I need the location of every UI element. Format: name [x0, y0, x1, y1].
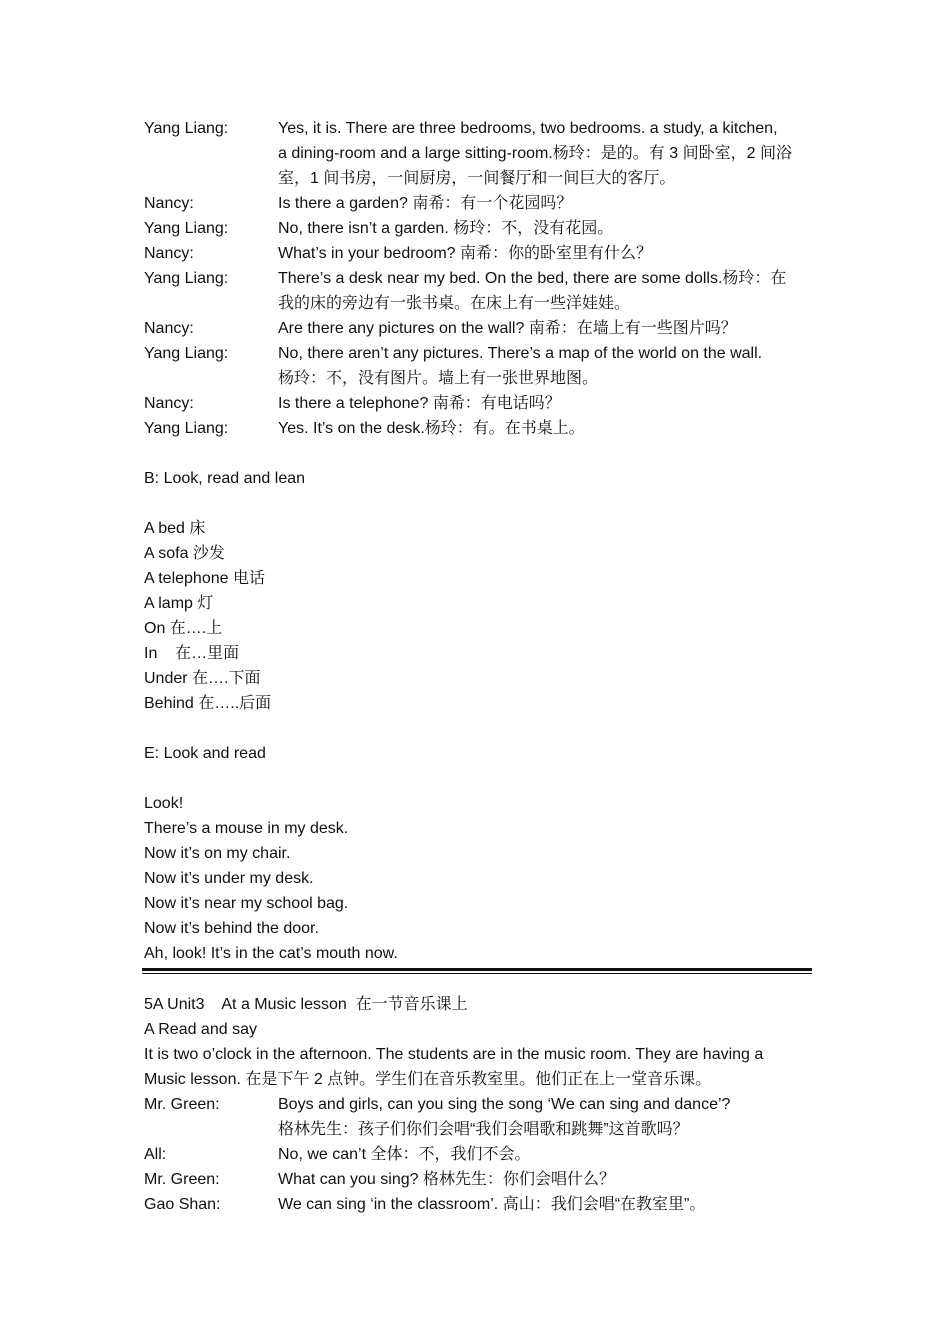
- vocab-item: Under 在….下面: [144, 670, 261, 687]
- dialogue-turn: [144, 416, 810, 441]
- speech-line: No, we can’t 全体：不，我们不会。: [278, 1146, 531, 1163]
- speech-line: 室，1 间书房，一间厨房，一间餐厅和一间巨大的客厅。: [278, 170, 676, 187]
- speaker-name: All:: [144, 1146, 167, 1163]
- speech-line: No, there isn’t a garden. 杨玲：不，没有花园。: [278, 220, 614, 237]
- document-content: [144, 116, 810, 1217]
- unit3-section: [144, 992, 810, 1217]
- speech: [278, 391, 810, 416]
- speaker-name: Nancy:: [144, 195, 194, 212]
- speech: [278, 1192, 810, 1217]
- speech-line: Are there any pictures on the wall? 南希：在墙上有一些图片吗？: [278, 320, 737, 337]
- speech-line: Is there a telephone? 南希：有电话吗？: [278, 395, 561, 412]
- reading-line: Ah, look! It’s in the cat’s mouth now.: [144, 945, 398, 962]
- vocab-item: A bed 床: [144, 520, 206, 537]
- spacer: [144, 441, 810, 466]
- vocab-item: In 在…里面: [144, 645, 240, 662]
- dialogue-turn: [144, 1142, 810, 1167]
- dialogue-turn: [144, 116, 810, 191]
- dialogue-turn: [144, 316, 810, 341]
- spacer: [144, 491, 810, 516]
- speaker-name: Yang Liang:: [144, 220, 229, 237]
- reading-line: There’s a mouse in my desk.: [144, 820, 349, 837]
- dialogue-turn: [144, 241, 810, 266]
- speech-line: What can you sing? 格林先生：你们会唱什么？: [278, 1171, 615, 1188]
- reading-line: Look!: [144, 795, 184, 812]
- section-e: [144, 741, 810, 966]
- speaker-name: Mr. Green:: [144, 1096, 220, 1113]
- dialogue-turn: [144, 216, 810, 241]
- speaker-name: Nancy:: [144, 245, 194, 262]
- speech: [278, 416, 810, 441]
- speech-line: Boys and girls, can you sing the song ‘We can sing and dance’?: [278, 1096, 731, 1113]
- speech: [278, 241, 810, 266]
- speaker-name: Yang Liang:: [144, 345, 229, 362]
- speaker-name: Nancy:: [144, 395, 194, 412]
- intro-line: Music lesson. 在是下午 2 点钟。学生们在音乐教室里。他们正在上一堂音乐课。: [144, 1071, 712, 1088]
- speech: [278, 1167, 810, 1192]
- speech: [278, 1092, 810, 1142]
- speech: [278, 341, 810, 391]
- reading-line: Now it’s under my desk.: [144, 870, 314, 887]
- dialogue-turn: [144, 266, 810, 316]
- speech-line: Yes. It’s on the desk.杨玲：有。在书桌上。: [278, 420, 585, 437]
- reading-line: Now it’s behind the door.: [144, 920, 319, 937]
- speech: [278, 266, 810, 316]
- speaker-name: Gao Shan:: [144, 1196, 221, 1213]
- vocab-item: A lamp 灯: [144, 595, 214, 612]
- speaker-name: Yang Liang:: [144, 120, 229, 137]
- speech: [278, 316, 810, 341]
- speaker-name: Mr. Green:: [144, 1171, 220, 1188]
- speech-line: There’s a desk near my bed. On the bed, there are some dolls.杨玲：在: [278, 270, 787, 287]
- speech: [278, 191, 810, 216]
- dialogue-turn: [144, 1092, 810, 1142]
- vocab-item: Behind 在…..后面: [144, 695, 272, 712]
- vocab-item: On 在….上: [144, 620, 223, 637]
- vocab-item: A sofa 沙发: [144, 545, 225, 562]
- section-b: [144, 466, 810, 716]
- speaker-name: Yang Liang:: [144, 420, 229, 437]
- speech: [278, 116, 810, 191]
- vocab-item: A telephone 电话: [144, 570, 265, 587]
- unit-title: 5A Unit3 At a Music lesson 在一节音乐课上: [144, 996, 468, 1013]
- spacer: [144, 716, 810, 741]
- speaker-name: Yang Liang:: [144, 270, 229, 287]
- dialogue-turn: [144, 341, 810, 391]
- speech: [278, 216, 810, 241]
- speech-line: What’s in your bedroom? 南希：你的卧室里有什么？: [278, 245, 653, 262]
- dialogue-turn: [144, 1192, 810, 1217]
- speech-line: No, there aren’t any pictures. There’s a map of the world on the wall.: [278, 345, 763, 362]
- section-heading: B: Look, read and lean: [144, 470, 306, 487]
- intro-line: It is two o’clock in the afternoon. The students are in the music room. They are having a: [144, 1046, 764, 1063]
- speech-line: 格林先生：孩子们你们会唱“我们会唱歌和跳舞”这首歌吗？: [278, 1121, 689, 1138]
- dialogue-turn: [144, 191, 810, 216]
- speech-line: Yes, it is. There are three bedrooms, two bedrooms. a study, a kitchen,: [278, 120, 778, 137]
- dialogue-turn: [144, 391, 810, 416]
- speech-line: 我的床的旁边有一张书桌。在床上有一些洋娃娃。: [278, 295, 631, 312]
- section-heading: E: Look and read: [144, 745, 266, 762]
- speech-line: Is there a garden? 南希：有一个花园吗？: [278, 195, 573, 212]
- spacer: [144, 766, 810, 791]
- speech: [278, 1142, 810, 1167]
- section-divider: [142, 968, 812, 974]
- speech-line: a dining-room and a large sitting-room.杨玲：是的。有 3 间卧室，2 间浴: [278, 145, 792, 162]
- reading-line: Now it’s on my chair.: [144, 845, 291, 862]
- speech-line: 杨玲：不，没有图片。墙上有一张世界地图。: [278, 370, 599, 387]
- speaker-name: Nancy:: [144, 320, 194, 337]
- dialogue-house: [144, 116, 810, 441]
- dialogue-turn: [144, 1167, 810, 1192]
- reading-line: Now it’s near my school bag.: [144, 895, 349, 912]
- section-heading: A Read and say: [144, 1021, 257, 1038]
- speech-line: We can sing ‘in the classroom’. 高山：我们会唱“在教室里”。: [278, 1196, 706, 1213]
